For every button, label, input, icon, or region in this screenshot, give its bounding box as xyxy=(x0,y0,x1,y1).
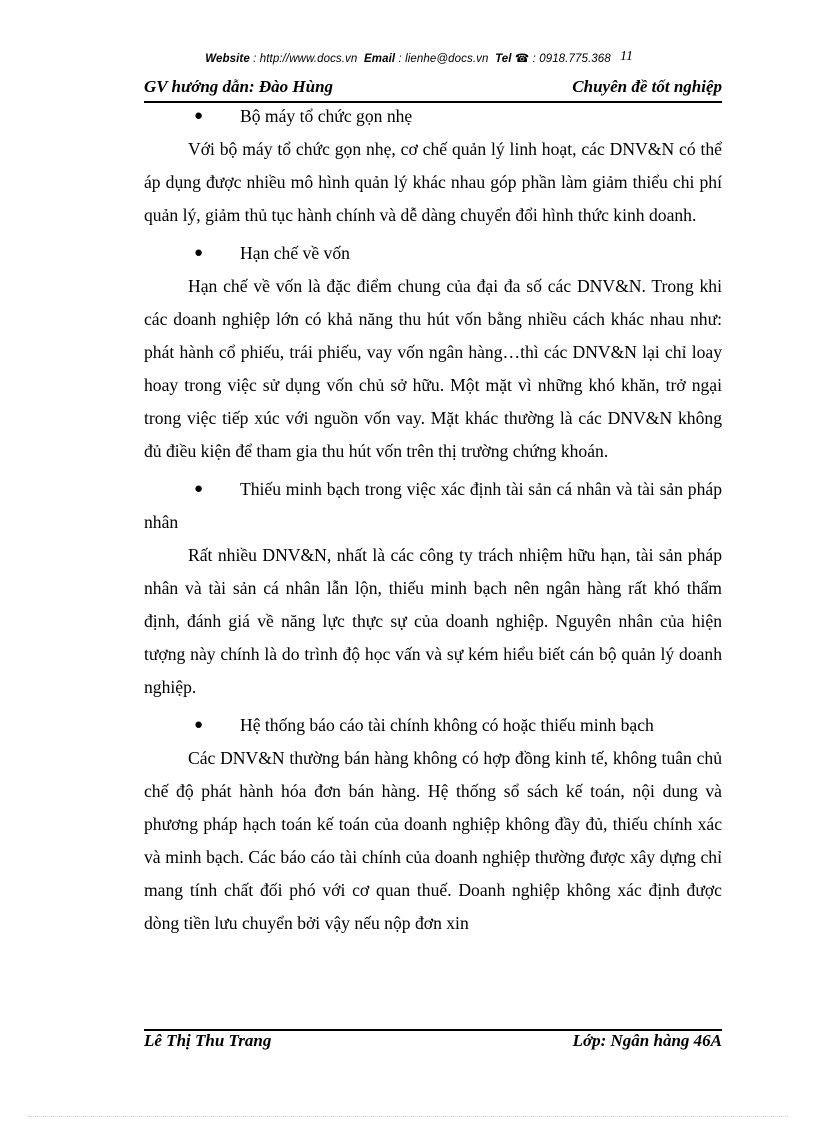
header-advisor: GV hướng dẫn: Đào Hùng xyxy=(144,77,334,96)
footer-author: Lê Thị Thu Trang xyxy=(144,1031,272,1050)
page-header xyxy=(144,77,722,101)
paragraph: Các DNV&N thường bán hàng không có hợp đồng kinh tế, không tuân chủ chế độ phát hành hóa đơn bán hàng. Hệ thống sổ sách kế toán, nội dung và phương pháp hạch toán kế toán của doanh nghiệp không đầy đủ, thiếu chính xác và minh bạch. Các báo cáo tài chính của doanh nghiệp thường được xây dựng chỉ mang tính chất đối phó với cơ quan thuế. Doanh nghiệp không xác định được dòng tiền lưu chuyển bởi vậy nếu nộp đơn xin xyxy=(144,748,722,933)
paragraph: Rất nhiều DNV&N, nhất là các công ty trách nhiệm hữu hạn, tài sản pháp nhân và tài sản cá nhân lẫn lộn, thiếu minh bạch nên ngân hàng rất khó thẩm định, đánh giá về năng lực thực sự của doanh nghiệp. Nguyên nhân của hiện tượng này chính là do trình độ học vấn và sự kém hiểu biết cán bộ quản lý doanh nghiệp. xyxy=(144,545,722,697)
email-label: Email xyxy=(364,53,396,65)
bullet-item xyxy=(144,100,722,133)
bullet-text: Bộ máy tổ chức gọn nhẹ xyxy=(240,106,413,126)
bullet-text: Hệ thống báo cáo tài chính không có hoặc thiếu minh bạch xyxy=(240,715,654,735)
bullet-icon: ● xyxy=(194,717,204,733)
bullet-icon: ● xyxy=(194,481,204,497)
page-footer xyxy=(144,1031,722,1055)
email-value[interactable]: : lienhe@docs.vn xyxy=(398,53,489,65)
website-label: Website xyxy=(205,53,250,65)
bullet-icon: ● xyxy=(194,108,204,124)
bullet-text: Thiếu minh bạch trong việc xác định tài sản cá nhân và tài sản pháp nhân xyxy=(144,479,722,532)
header-title: Chuyên đề tốt nghiệp xyxy=(572,77,722,96)
website-url[interactable]: : http://www.docs.vn xyxy=(253,53,358,65)
bullet-text: Hạn chế về vốn xyxy=(240,243,350,263)
page-number: 11 xyxy=(620,49,633,64)
footer-class: Lớp: Ngân hàng 46A xyxy=(572,1031,722,1050)
tel-value: : 0918.775.368 xyxy=(532,53,611,65)
paragraph: Với bộ máy tổ chức gọn nhẹ, cơ chế quản lý linh hoạt, các DNV&N có thể áp dụng được nhiều mô hình quản lý khác nhau góp phần làm giảm thiểu chi phí quản lý, giảm thủ tục hành chính và dễ dàng chuyển đổi hình thức kinh doanh. xyxy=(144,139,722,225)
bullet-item xyxy=(144,237,722,270)
website-banner xyxy=(0,51,816,65)
bullet-item xyxy=(144,473,722,539)
document-body xyxy=(144,100,722,940)
bullet-icon: ● xyxy=(194,245,204,261)
phone-icon: ☎ xyxy=(514,53,530,65)
bullet-item xyxy=(144,709,722,742)
page-edge-divider xyxy=(28,1116,788,1117)
paragraph: Hạn chế về vốn là đặc điểm chung của đại đa số các DNV&N. Trong khi các doanh nghiệp lớn có khả năng thu hút vốn bằng nhiều cách khác nhau như: phát hành cổ phiếu, trái phiếu, vay vốn ngân hàng…thì các DNV&N lại chỉ loay hoay trong việc sử dụng vốn chủ sở hữu. Một mặt vì những khó khăn, trở ngại trong việc tiếp xúc với nguồn vốn vay. Mặt khác thường là các DNV&N không đủ điều kiện để tham gia thu hút vốn trên thị trường chứng khoán. xyxy=(144,276,722,461)
tel-label: Tel xyxy=(495,53,512,65)
